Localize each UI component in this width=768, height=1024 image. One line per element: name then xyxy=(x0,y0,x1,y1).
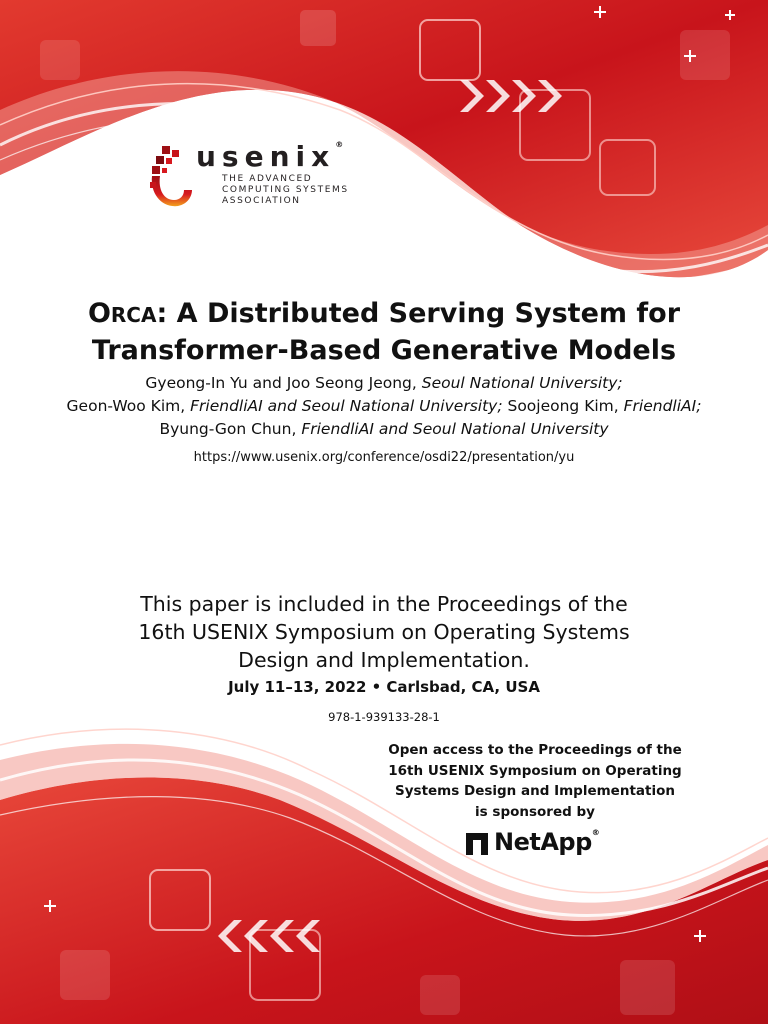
title-line-1: ORCA: A Distributed Serving System for xyxy=(87,298,681,329)
netapp-wordmark: NetApp® xyxy=(494,828,600,856)
proceedings-line-2: 16th USENIX Symposium on Operating Systems xyxy=(138,620,630,644)
logo-subtitle: THE ADVANCED COMPUTING SYSTEMS ASSOCIATION xyxy=(222,174,349,206)
usenix-emblem-icon xyxy=(148,144,194,214)
netapp-mark-icon xyxy=(466,833,488,855)
proceedings-line-3: Design and Implementation. xyxy=(238,648,530,672)
paper-title xyxy=(0,296,768,368)
logo-wordmark: usenix® xyxy=(196,140,344,173)
isbn: 978-1-939133-28-1 xyxy=(328,710,440,724)
presentation-url[interactable]: https://www.usenix.org/conference/osdi22/presentation/yu xyxy=(193,450,575,465)
sponsor-line-1: Open access to the Proceedings of the xyxy=(388,742,682,758)
author-line-2: Geon-Woo Kim, FriendliAI and Seoul National University; Soojeong Kim, FriendliAI; xyxy=(66,397,702,415)
author-list xyxy=(20,372,748,441)
author-line-3: Byung-Gon Chun, FriendliAI and Seoul National University xyxy=(159,420,609,438)
sponsor-line-4: is sponsored by xyxy=(475,803,595,820)
sponsor-statement xyxy=(380,740,690,822)
sponsor-line-2: 16th USENIX Symposium on Operating xyxy=(388,762,682,779)
proceedings-statement xyxy=(0,590,768,674)
title-line-2: Transformer-Based Generative Models xyxy=(91,335,677,366)
usenix-logo xyxy=(148,140,388,220)
proceedings-line-1: This paper is included in the Proceedings of the xyxy=(140,592,628,616)
conference-dates: July 11–13, 2022 • Carlsbad, CA, USA xyxy=(228,678,540,696)
author-line-1: Gyeong-In Yu and Joo Seong Jeong, Seoul National University; xyxy=(145,374,623,392)
sponsor-line-3: Systems Design and Implementation xyxy=(395,783,675,799)
netapp-logo xyxy=(466,830,616,860)
